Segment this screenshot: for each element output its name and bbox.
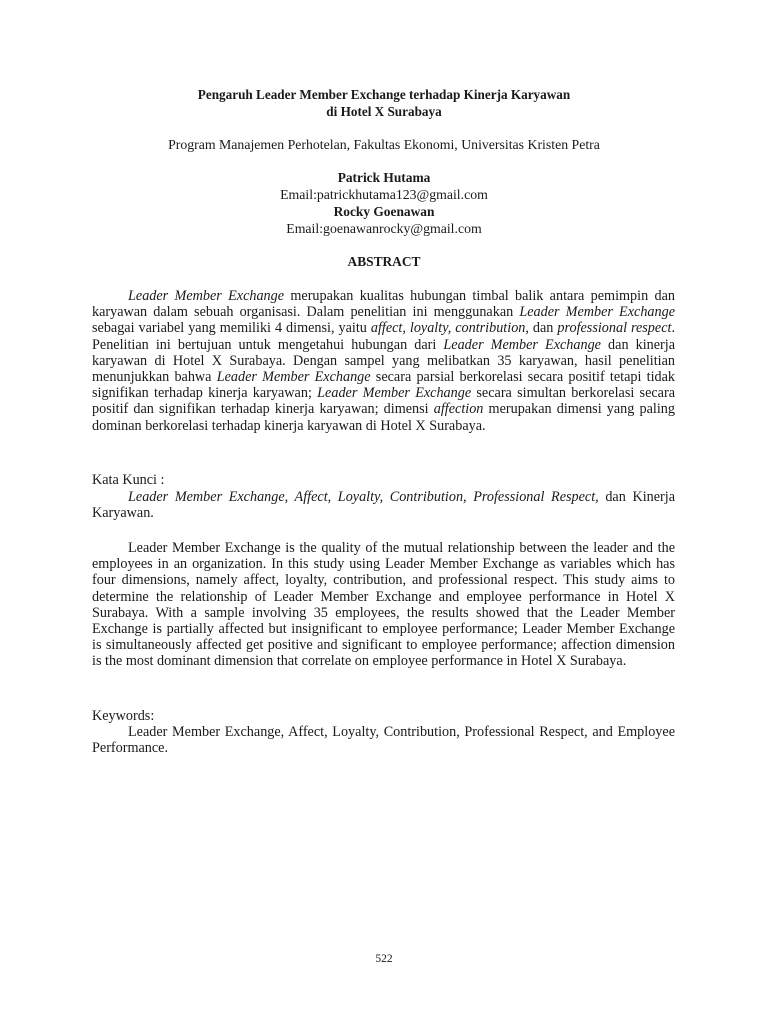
- author-email-2: Email:goenawanrocky@gmail.com: [286, 221, 482, 236]
- author-name-2: Rocky Goenawan: [333, 204, 435, 219]
- abstract-text: secara parsial berkorelasi secara positif tetapi tidak signifikan terhadap kinerja karyawan;: [92, 369, 676, 402]
- kata-kunci-terms: Leader Member Exchange, Affect, Loyalty, Contribution, Professional Respect,: [128, 489, 599, 505]
- abstract-text: sebagai variabel yang memiliki 4 dimensi, yaitu: [92, 320, 371, 337]
- term-lmx: Leader Member Exchange: [128, 288, 285, 304]
- abstract-english: Leader Member Exchange is the quality of the mutual relationship between the leader and the employees in an organization. In this study using Leader Member Exchange as variables which has four dimensions, namely affect, loyalty, contribution, and professional respect. This study aims to determine the relationship of Leader Member Exchange and employee performance in Hotel X Surabaya. With a sample involving 35 employees, the results showed that the Leader Member Exchange is partially affected but insignificant to employee performance; Leader Member Exchange is simultaneously affected get positive and significant to employee performance; affection dimension is the most dominant dimension that correlate on employee performance in Hotel X Surabaya.: [92, 540, 675, 670]
- abstract-indonesian: [92, 288, 675, 434]
- term-dimensions: affect, loyalty, contribution,: [370, 320, 529, 337]
- kata-kunci-label: Kata Kunci :: [92, 472, 165, 488]
- term-professional-respect: professional respect: [557, 320, 672, 337]
- term-lmx: Leader Member Exchange: [443, 336, 601, 353]
- abstract-text: merupakan kualitas hubungan timbal balik antara pemimpin dan karyawan dalam sebuah organisasi. Dalam penelitian ini menggunakan: [92, 288, 675, 321]
- keywords-text: Leader Member Exchange, Affect, Loyalty, Contribution, Professional Respect, and Employee Performance.: [92, 724, 675, 757]
- term-affection: affection: [433, 401, 484, 418]
- term-lmx: Leader Member Exchange: [216, 369, 371, 386]
- term-lmx: Leader Member Exchange: [317, 385, 472, 402]
- kata-kunci-rest: dan Kinerja Karyawan.: [92, 489, 675, 522]
- abstract-text: . Penelitian ini bertujuan untuk mengetahui hubungan dari: [92, 320, 675, 353]
- author-name-1: Patrick Hutama: [337, 170, 431, 185]
- abstract-text: dan kinerja karyawan di Hotel X Surabaya. Dengan sampel yang melibatkan 35 karyawan, hasil penelitian menunjukkan bahwa: [92, 336, 676, 386]
- kata-kunci-text: [92, 489, 675, 521]
- author-affiliation: Program Manajemen Perhotelan, Fakultas Ekonomi, Universitas Kristen Petra: [168, 137, 600, 152]
- paper-title-line-1: Pengaruh Leader Member Exchange terhadap Kinerja Karyawan: [197, 87, 571, 102]
- abstract-heading: ABSTRACT: [347, 254, 421, 269]
- author-email-1: Email:patrickhutama123@gmail.com: [280, 187, 488, 202]
- abstract-text: merupakan dimensi yang paling dominan berkorelasi terhadap kinerja karyawan di Hotel X Surabaya.: [92, 401, 675, 434]
- page-number: 522: [375, 953, 393, 965]
- abstract-text: dan: [528, 320, 558, 337]
- term-lmx: Leader Member Exchange: [519, 304, 675, 321]
- paper-title-line-2: di Hotel X Surabaya: [326, 104, 442, 119]
- abstract-text: secara simultan berkorelasi secara positif dan signifikan terhadap kinerja karyawan; dimensi: [92, 385, 675, 418]
- keywords-label: Keywords:: [92, 708, 155, 724]
